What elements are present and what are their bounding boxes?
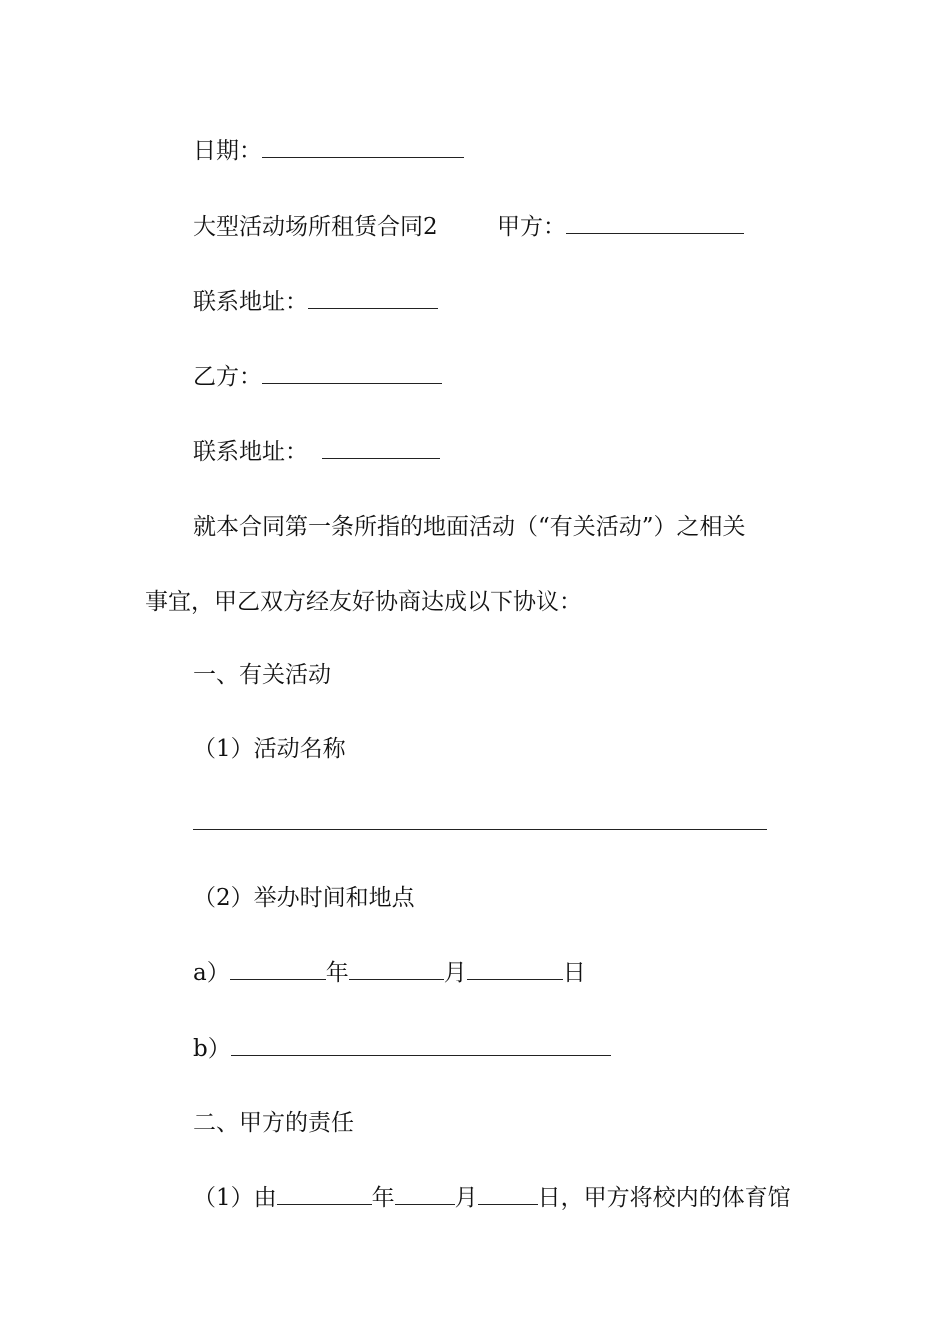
contact-address-line-2 [193,437,440,467]
contract-title: 大型活动场所租赁合同2 [193,214,438,240]
item-1-1-text: （1）活动名称 [193,736,346,762]
contact-address-blank-1 [308,288,438,309]
item-2-1-month-blank [395,1184,455,1205]
intro-text-2: 事宜，甲乙双方经友好协商达成以下协议： [145,589,582,615]
item-1-2 [193,883,415,913]
party-a-line [497,212,744,242]
item-a-month-blank [349,959,444,980]
item-2-1-day-blank [478,1184,538,1205]
item-2-1-prefix: （1）由 [193,1185,277,1211]
date-blank [262,137,464,158]
item-2-1-suffix: 日，甲方将校内的体育馆 [537,1185,791,1211]
activity-name-blank [193,809,767,830]
party-a-label: 甲方： [497,214,566,240]
item-a-day-char: 日 [562,960,586,986]
intro-line-1 [193,512,746,542]
section-2-heading [193,1108,354,1138]
item-1-1 [193,734,346,764]
contact-address-line-1 [193,287,438,317]
contact-address-label-2: 联系地址： [193,439,308,465]
title-line [193,212,438,242]
item-a-day-blank [467,959,563,980]
intro-text-1: 就本合同第一条所指的地面活动（“有关活动”）之相关 [193,514,746,540]
party-b-line [193,362,442,392]
contact-address-blank-2 [322,438,440,459]
party-a-blank [566,213,744,234]
intro-line-2 [145,587,582,617]
item-2-1-month-char: 月 [454,1185,478,1211]
party-b-label: 乙方： [193,364,262,390]
section-1-heading [193,660,331,690]
item-2-1-line [193,1183,791,1213]
party-b-blank [262,363,442,384]
section-2-heading-text: 二、甲方的责任 [193,1110,354,1136]
item-2-1-year-blank [277,1184,372,1205]
contact-address-label-1: 联系地址： [193,289,308,315]
activity-name-line [193,808,767,838]
section-1-heading-text: 一、有关活动 [193,662,331,688]
date-label: 日期： [193,138,262,164]
item-b-line [193,1034,611,1064]
item-1-2-text: （2）举办时间和地点 [193,885,415,911]
item-a-month-char: 月 [443,960,467,986]
item-2-1-year-char: 年 [371,1185,395,1211]
item-a-year-char: 年 [325,960,349,986]
item-a-year-blank [230,959,326,980]
item-b-label: b） [193,1036,231,1062]
date-line [193,136,464,166]
item-a-label: a） [193,960,230,986]
item-b-blank [231,1035,611,1056]
item-a-line [193,958,586,988]
